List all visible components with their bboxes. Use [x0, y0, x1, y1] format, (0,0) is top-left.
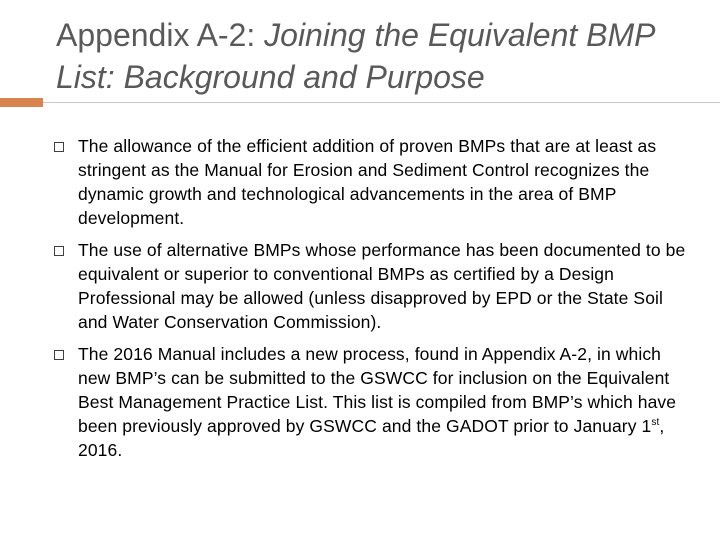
ordinal-superscript: st: [651, 417, 660, 429]
square-bullet-icon: [54, 246, 64, 256]
bullet-text: The use of alternative BMPs whose performance has been documented to be equivalent or superior to conventional BMPs as certified by a Design Professional may be allowed (unless disapproved by EPD or the State Soil and Water Conservation Commission).: [78, 240, 686, 332]
divider-rule: [43, 102, 720, 103]
title-italic: Joining the Equivalent BMP List: Background and Purpose: [56, 17, 655, 95]
list-item: [52, 134, 692, 230]
bullet-text: The allowance of the efficient addition of proven BMPs that are at least as stringent as the Manual for Erosion and Sediment Control recognizes the dynamic growth and technological advancements in the area of BMP development.: [78, 136, 657, 228]
list-item: [52, 238, 692, 334]
bullet-text-tail: , 2016.: [78, 416, 665, 460]
list-item: [52, 342, 692, 462]
title-prefix: Appendix A-2:: [56, 17, 265, 53]
square-bullet-icon: [54, 350, 64, 360]
accent-bar: [0, 98, 43, 107]
bullet-list: [52, 134, 692, 470]
page-title: [56, 14, 696, 98]
bullet-text: The 2016 Manual includes a new process, found in Appendix A-2, in which new BMP’s can be submitted to the GSWCC for inclusion on the Equivalent Best Management Practice List. This list is compiled from BMP’s which have been previously approved by GSWCC and the GADOT prior to January 1: [78, 344, 677, 436]
square-bullet-icon: [54, 142, 64, 152]
